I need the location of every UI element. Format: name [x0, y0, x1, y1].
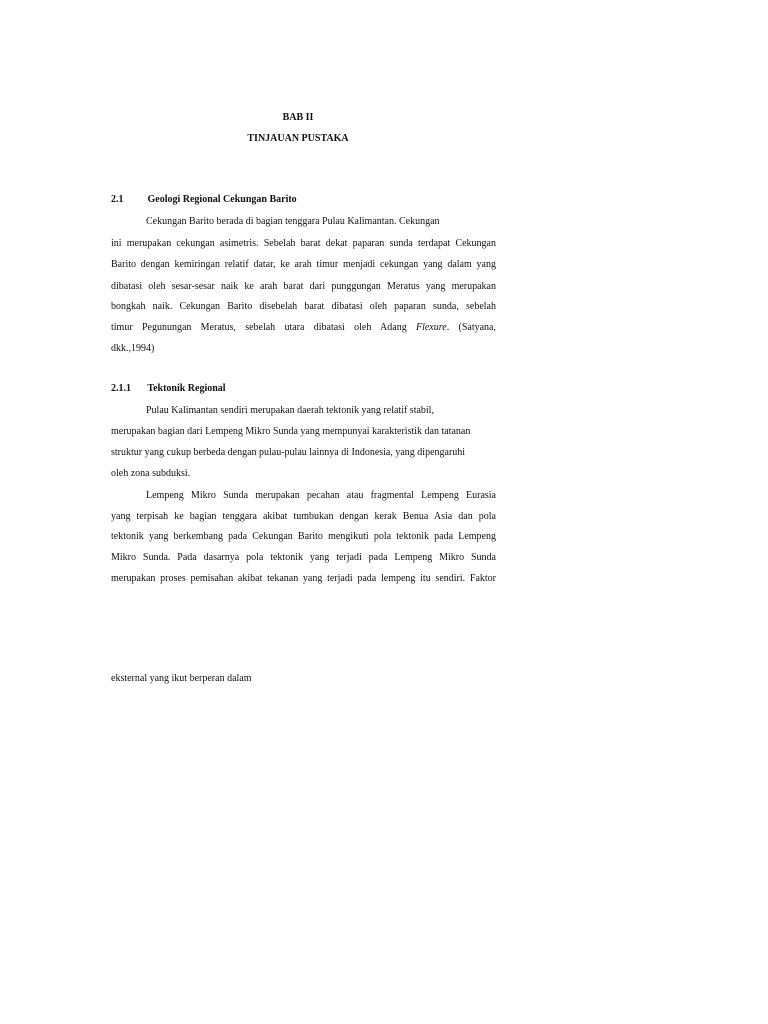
paragraph-line: Lempeng Mikro Sunda merupakan pecahan atau fragmental Lempeng Eurasia [146, 490, 496, 501]
paragraph-line: merupakan bagian dari Lempeng Mikro Sunda yang mempunyai karakteristik dan tatanan [111, 426, 471, 437]
paragraph-line: struktur yang cukup berbeda dengan pulau-pulau lainnya di Indonesia, yang dipengaruhi [111, 447, 466, 458]
paragraph-line: oleh zona subduksi. [111, 468, 191, 479]
section-title: Tektonik Regional [147, 383, 226, 394]
paragraph-line: yang terpisah ke bagian tenggara akibat tumbukan dengan kerak Benua Asia dan pola [111, 511, 496, 522]
paragraph-line: Pulau Kalimantan sendiri merupakan daerah tektonik yang relatif stabil, [146, 405, 434, 416]
paragraph-line: dibatasi oleh sesar-sesar naik ke arah barat dari punggungan Meratus yang merupakan [111, 281, 496, 292]
italic-term: Flexure [415, 322, 447, 333]
paragraph-line: ini merupakan cekungan asimetris. Sebelah barat dekat paparan sunda terdapat Cekungan [111, 238, 496, 249]
section-title: Geologi Regional Cekungan Barito [147, 194, 297, 205]
paragraph-line: bongkah naik. Cekungan Barito disebelah barat dibatasi oleh paparan sunda, sebelah [111, 301, 496, 312]
paragraph-line [111, 321, 496, 334]
paragraph-continuation: eksternal yang ikut berperan dalam [111, 673, 252, 684]
section-heading-2-1 [111, 194, 297, 205]
paragraph-line: dkk.,1994) [111, 343, 155, 354]
paragraph-line: merupakan proses pemisahan akibat tekanan yang terjadi pada lempeng itu sendiri. Faktor [111, 573, 496, 584]
paragraph-line: Cekungan Barito berada di bagian tenggara Pulau Kalimantan. Cekungan [146, 216, 440, 227]
paragraph-line: Mikro Sunda. Pada dasarnya pola tektonik yang terjadi pada Lempeng Mikro Sunda [111, 552, 496, 563]
paragraph-line: tektonik yang berkembang pada Cekungan Barito mengikuti pola tektonik pada Lempeng [111, 531, 496, 542]
chapter-title: TINJAUAN PUSTAKA [247, 133, 349, 144]
section-number: 2.1 [111, 194, 124, 205]
paragraph-line: Barito dengan kemiringan relatif datar, ke arah timur menjadi cekungan yang dalam yang [111, 259, 496, 270]
section-heading-2-1-1 [111, 383, 226, 394]
text-run: . (Satyana, [446, 322, 496, 333]
text-run: timur Pegunungan Meratus, sebelah utara dibatasi oleh Adang [111, 322, 416, 333]
chapter-label: BAB II [282, 112, 314, 123]
section-number: 2.1.1 [111, 383, 131, 394]
